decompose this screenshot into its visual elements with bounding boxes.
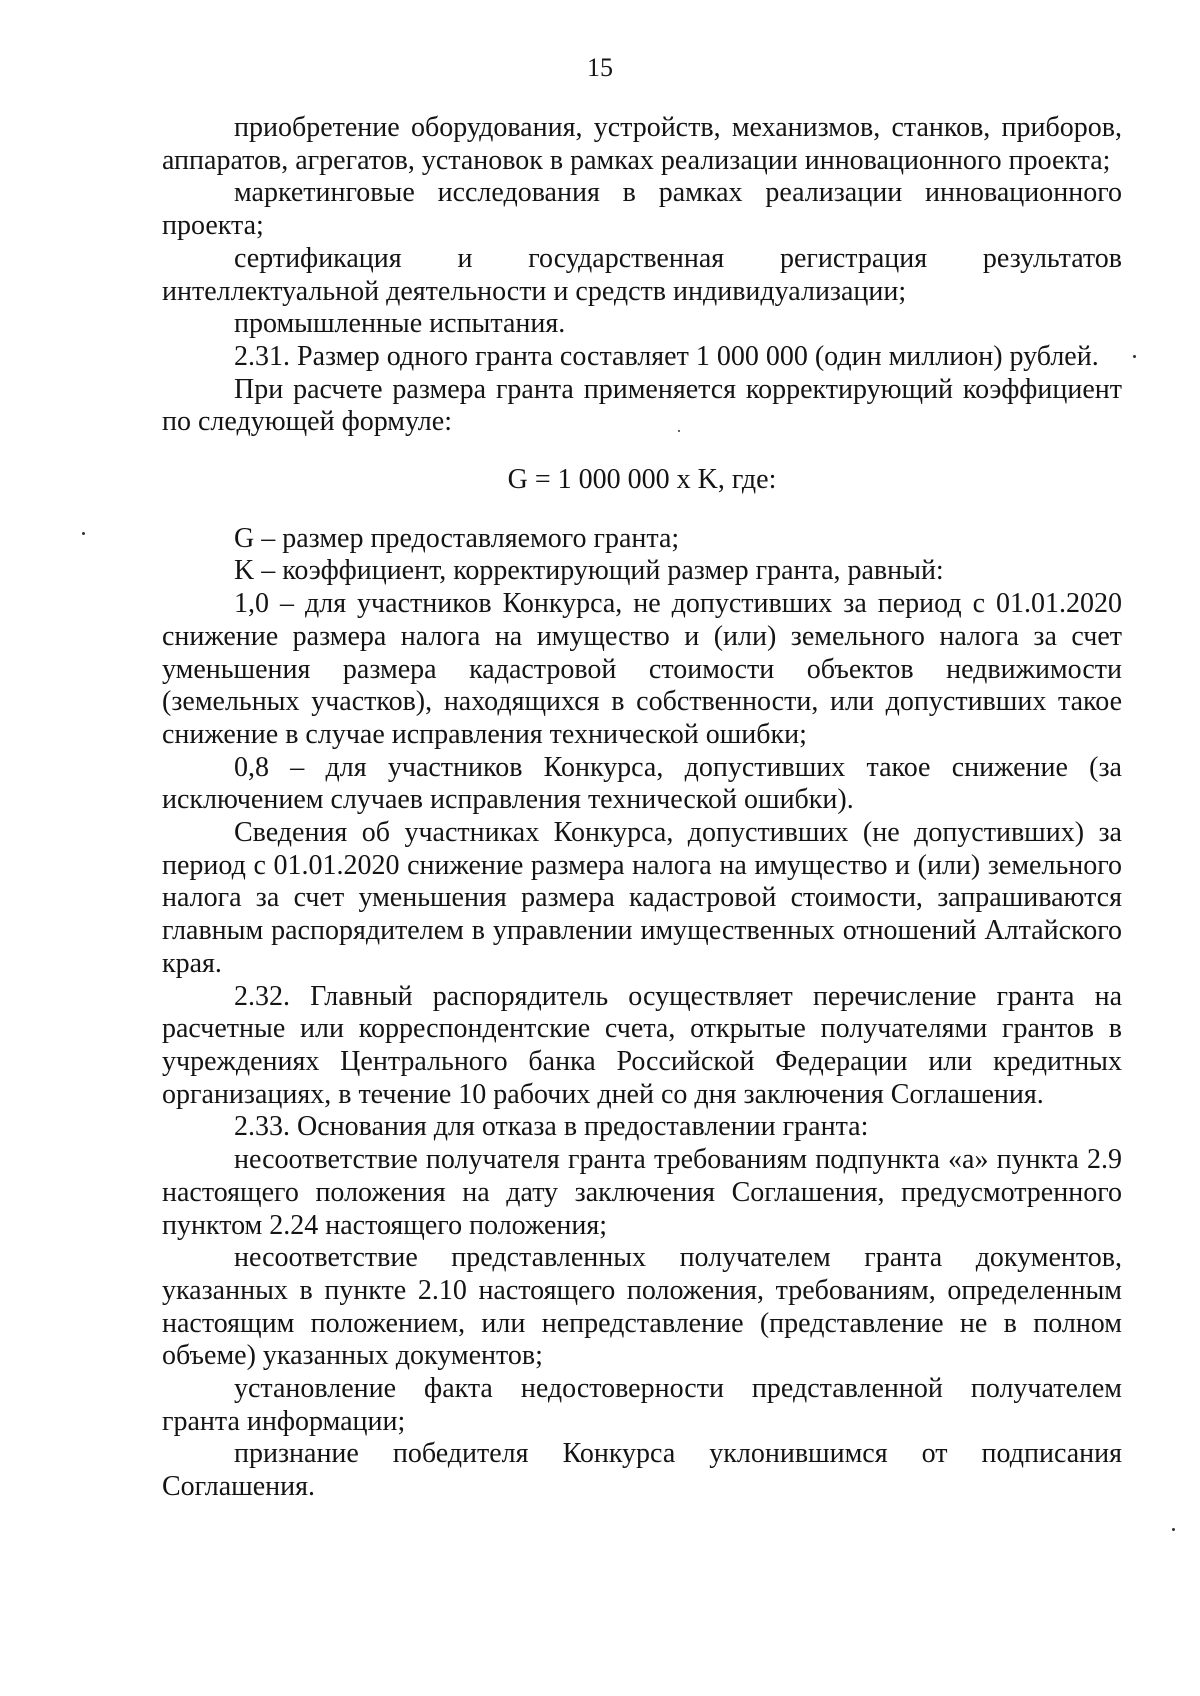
document-body (162, 112, 1122, 1504)
paragraph-2-33: 2.33. Основания для отказа в предоставлении гранта: (234, 1111, 869, 1143)
paragraph-refusal-documents: несоответствие представленных получателем гранта документов, указанных в пункте 2.10 настоящего положения, требованиям, определенным настоящим положением, или непредставление (представление не в полном объеме) указанных документов; (162, 1242, 1122, 1372)
scan-speck (1133, 355, 1136, 358)
paragraph-2-31: 2.31. Размер одного гранта составляет 1 000 000 (один миллион) рублей. (234, 340, 1099, 372)
paragraph-coefficient-0-8: 0,8 – для участников Конкурса, допустивших такое снижение (за исключением случаев исправления технической ошибки). (162, 751, 1122, 816)
paragraph-industrial-tests: промышленные испытания. (234, 308, 566, 340)
paragraph-refusal-evasion: признание победителя Конкурса уклонившимся от подписания Соглашения. (162, 1438, 1122, 1503)
scan-speck (1172, 1528, 1175, 1531)
paragraph-certification: сертификация и государственная регистрация результатов интеллектуальной деятельности и средств индивидуализации; (162, 242, 1122, 307)
scan-speck (82, 532, 85, 535)
paragraph-marketing: маркетинговые исследования в рамках реализации инновационного проекта; (162, 177, 1122, 242)
scan-speck (678, 430, 680, 432)
paragraph-equipment: приобретение оборудования, устройств, механизмов, станков, приборов, аппаратов, агрегатов, установок в рамках реализации инновационного проекта; (162, 112, 1122, 176)
paragraph-k-definition: K – коэффициент, корректирующий размер гранта, равный: (234, 555, 944, 587)
paragraph-refusal-requirements: несоответствие получателя гранта требованиям подпункта «а» пункта 2.9 настоящего положения на дату заключения Соглашения, предусмотренного пунктом 2.24 настоящего положения; (162, 1144, 1122, 1241)
paragraph-g-definition: G – размер предоставляемого гранта; (234, 522, 680, 554)
paragraph-refusal-unreliable-info: установление факта недостоверности представленной получателем гранта информации; (162, 1373, 1122, 1437)
grant-formula: G = 1 000 000 x K, где: (507, 464, 777, 496)
paragraph-coefficient-1-0: 1,0 – для участников Конкурса, не допустивших за период с 01.01.2020 снижение размера налога на имущество и (или) земельного налога за счет уменьшения размера кадастровой стоимости объектов недвижимости (земельных участков), находящихся в собственности, или допустивших такое снижение в случае исправления технической ошибки; (162, 588, 1122, 750)
page-number: 15 (587, 53, 613, 82)
paragraph-coefficient-intro: При расчете размера гранта применяется корректирующий коэффициент по следующей формуле: (162, 373, 1122, 438)
paragraph-participant-info: Сведения об участниках Конкурса, допустивших (не допустивших) за период с 01.01.2020 снижение размера налога на имущество и (или) земельного налога за счет уменьшения размера кадастровой стоимости, запрашиваются главным распорядителем в управлении имущественных отношений Алтайского края. (162, 817, 1122, 979)
paragraph-2-32: 2.32. Главный распорядитель осуществляет перечисление гранта на расчетные или корреспондентские счета, открытые получателями грантов в учреждениях Центрального банка Российской Федерации или кредитных организациях, в течение 10 рабочих дней со дня заключения Соглашения. (162, 980, 1122, 1110)
